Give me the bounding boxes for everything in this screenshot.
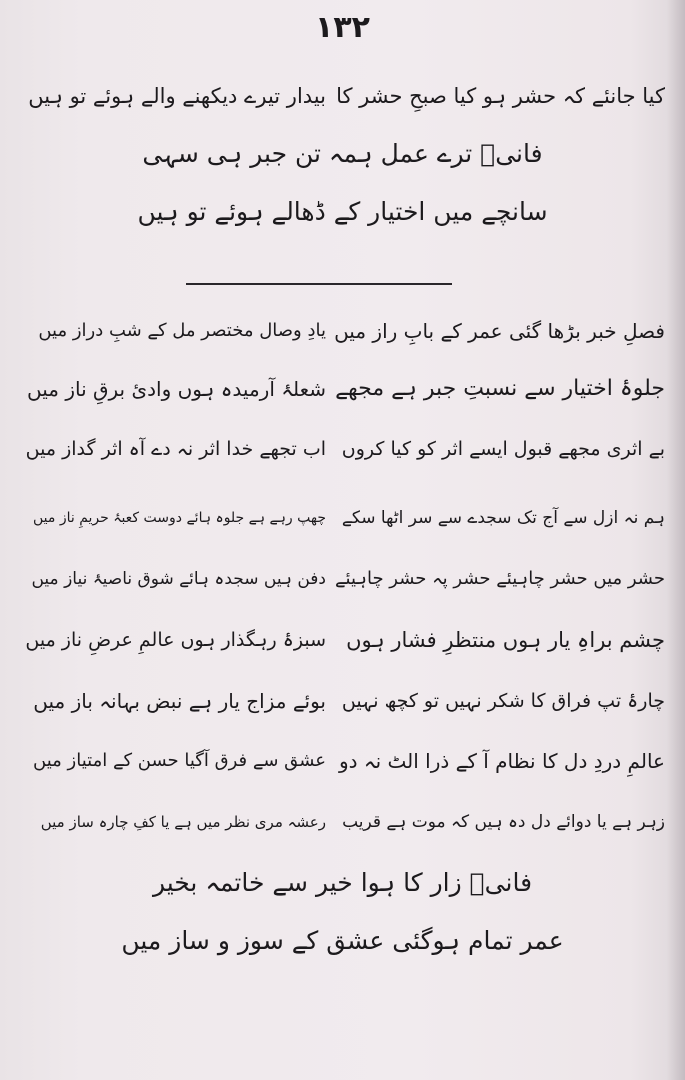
verse-line: حشر میں حشر چاہیئے حشر پہ حشر چاہیئے [335,568,665,589]
verse-line: سانچے میں اختیار کے ڈھالے ہوئے تو ہیں [137,197,548,226]
verse-line: فصلِ خبر بڑھا گئی عمر کے بابِ راز میں [334,319,665,343]
section-divider [186,283,452,285]
verse-line: سبزۂ رہگذار ہوں عالمِ عرضِ ناز میں [25,629,326,651]
verse-line: فانیؔ زار کا ہوا خیر سے خاتمہ بخیر [152,868,533,897]
verse-line: کیا جانئے کہ حشر ہو کیا صبحِ حشر کا [336,84,665,108]
verse-line: دفن ہیں سجدہ ہائے شوق ناصیۂ نیاز میں [31,569,326,589]
verse-line: بیدار تیرے دیکھنے والے ہوئے تو ہیں [28,84,326,108]
verse-line: عالمِ دردِ دل کا نظام آ کے ذرا الٹ نہ دو [338,749,665,773]
verse-line: چشم براہِ یار ہوں منتظرِ فشار ہوں [346,628,665,652]
verse-line: جلوۂ اختیار سے نسبتِ جبر ہے مجھے [335,376,665,401]
verse-line: زہر ہے یا دوائے دل دہ ہیں کہ موت ہے قریب [342,812,665,832]
verse-line: ہم نہ ازل سے آج تک سجدے سے سر اٹھا سکے [341,508,665,528]
verse-line: عشق سے فرق آگیا حسن کے امتیاز میں [33,750,326,771]
verse-line: شعلۂ آرمیدہ ہوں وادیٔ برقِ ناز میں [27,377,326,401]
verse-line: بے اثری مجھے قبول ایسے اثر کو کیا کروں [341,438,665,460]
verse-line: چارۂ تپ فراق کا شکر نہیں تو کچھ نہیں [341,690,665,712]
verse-line: عمر تمام ہوگئی عشق کے سوز و ساز میں [121,926,564,955]
verse-line: اب تجھے خدا اثر نہ دے آہ اثر گداز میں [25,438,326,460]
verse-line: یادِ وصال مختصر مل کے شبِ دراز میں [38,320,326,341]
verse-line: رعشہ مری نظر میں ہے یا کفِ چارہ ساز میں [40,813,326,831]
page-number: ۱۳۲ [315,10,370,45]
verse-line: فانیؔ ترے عمل ہمہ تن جبر ہی سہی [142,139,543,168]
verse-line: چھپ رہے ہے جلوہ ہائے دوست کعبۂ حریمِ ناز میں [33,510,326,526]
verse-line: بوئے مزاج یار ہے نبض بہانہ باز میں [33,689,326,713]
